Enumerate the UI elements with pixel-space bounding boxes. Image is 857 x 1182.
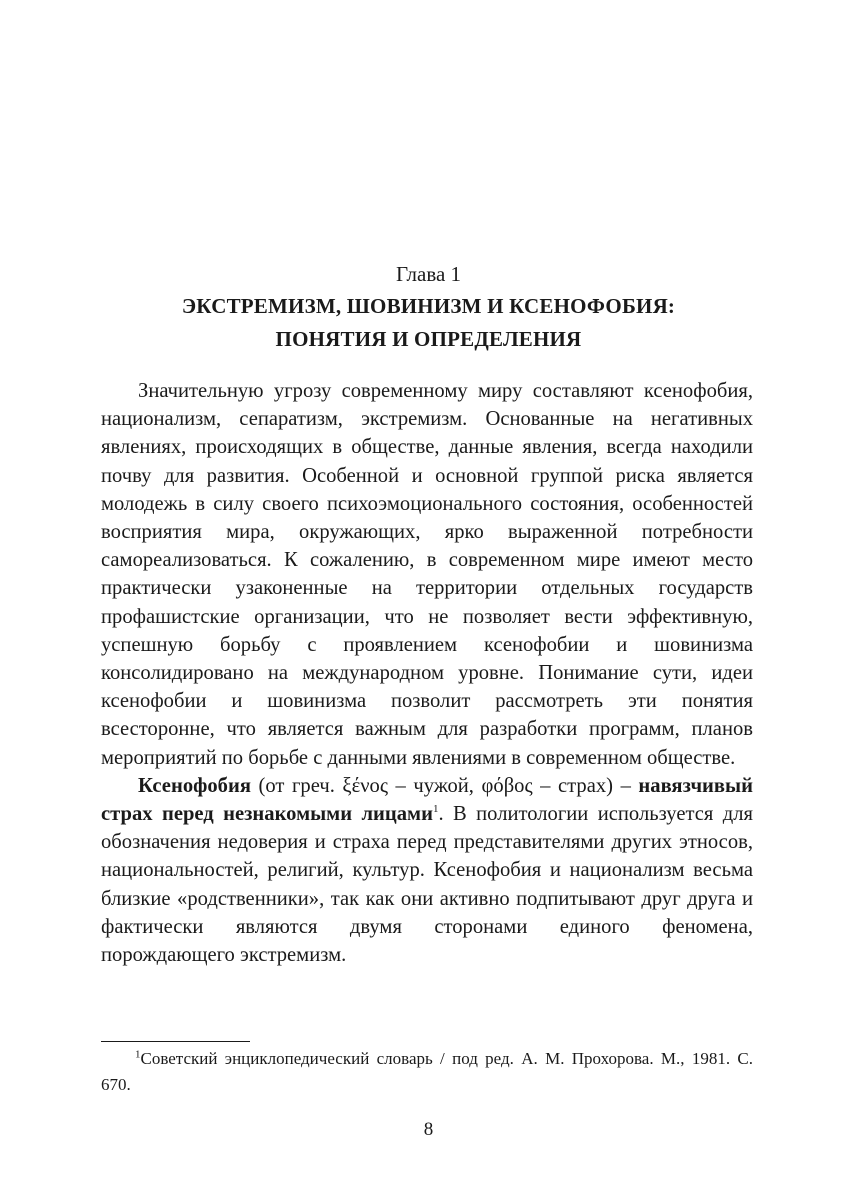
footnote-text: Советский энциклопедический словарь / под ред. А. М. Прохорова. М., 1981. С. 670. — [101, 1049, 753, 1094]
footnote-marker: 1 — [135, 1048, 141, 1061]
chapter-title-line-2: ПОНЯТИЯ И ОПРЕДЕЛЕНИЯ — [275, 327, 582, 351]
term-xenophobia: Ксенофобия — [138, 774, 251, 797]
footnote-divider — [101, 1041, 250, 1042]
chapter-title — [100, 290, 757, 356]
paragraph-2 — [101, 772, 753, 969]
body-text — [101, 377, 753, 969]
paragraph-1: Значительную угрозу современному миру составляют ксенофобия, национализм, сепаратизм, экстремизм. Основанные на негативных явлениях, происходящих в обществе, данные явления, всегда находили почву для развития. Особенной и основной группой риска является молодежь в силу своего психоэмоционального состояния, особенностей восприятия мира, окружающих, ярко выраженной потребности самореализоваться. К сожалению, в современном мире имеют место практически узаконенные на территории отдельных государств профашистские организации, что не позволяет вести эффективную, успешную борьбу с проявлением ксенофобии и шовинизма консолидировано на международном уровне. Понимание сути, идеи ксенофобии и шовинизма позволит рассмотреть эти понятия всесторонне, что является важным для разработки программ, планов мероприятий по борьбе с данными явлениями в современном обществе. — [101, 380, 753, 769]
etymology: (от греч. ξένος – чужой, φόβος – страх) – — [250, 774, 639, 797]
definition: навязчивый страх перед незнакомыми лицами — [101, 774, 753, 826]
chapter-label: Глава 1 — [395, 262, 462, 286]
footnote-reference[interactable]: 1 — [432, 803, 439, 816]
chapter-title-line-1: ЭКСТРЕМИЗМ, ШОВИНИЗМ И КСЕНОФОБИЯ: — [181, 294, 676, 318]
footnote — [101, 1046, 753, 1098]
page-number: 8 — [423, 1119, 434, 1140]
paragraph-2-rest: . В политологии используется для обозначения недоверия и страха перед представителями других этносов, национальностей, религий, культур. Ксенофобия и национализм весьма близкие «родственники», так как они активно подпитывают друг друга и фактически являются двумя сторонами единого феномена, порождающего экстремизм. — [101, 803, 753, 967]
